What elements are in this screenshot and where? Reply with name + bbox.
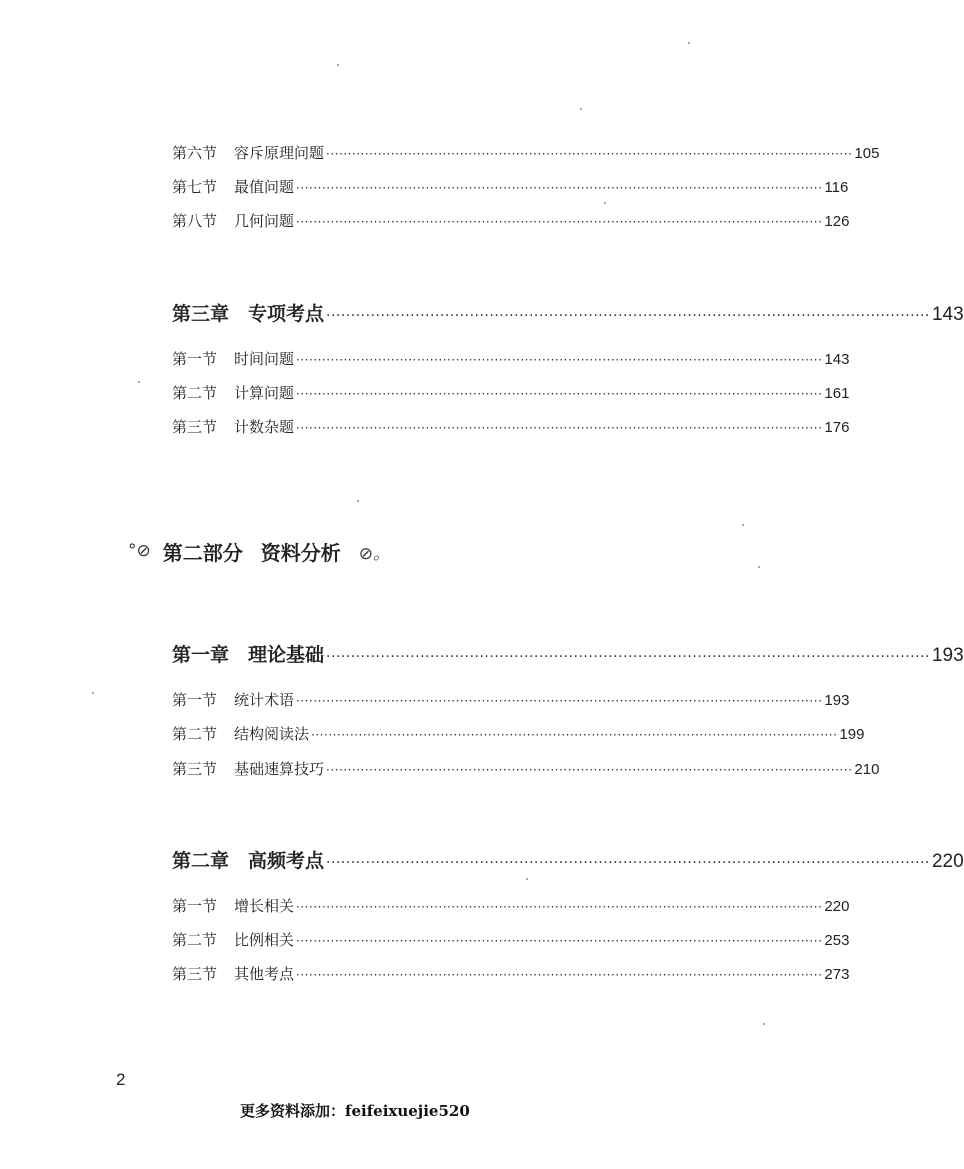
dot-leader: ·························································································································· xyxy=(296,353,823,367)
section-number: 第二节 xyxy=(172,384,218,402)
scan-speck xyxy=(688,42,690,44)
dot-leader: ·························································································································· xyxy=(296,215,823,229)
dot-leader: ·························································································································· xyxy=(296,387,823,401)
section-title: 容斥原理问题 xyxy=(234,144,325,162)
part-number: 第二部分 xyxy=(162,540,243,565)
section-number: 第六节 xyxy=(172,144,218,162)
section-title: 最值问题 xyxy=(234,178,295,196)
section-number: 第八节 xyxy=(172,212,218,230)
scan-speck xyxy=(758,566,760,568)
section-page-number: 126 xyxy=(824,213,850,230)
toc-entry-section[interactable] xyxy=(172,210,850,230)
scan-speck xyxy=(138,381,140,383)
section-page-number: 253 xyxy=(824,932,850,949)
toc-entry-section[interactable] xyxy=(172,758,880,778)
section-number: 第三节 xyxy=(172,965,218,983)
section-title: 时间问题 xyxy=(234,350,295,368)
section-page-number: 210 xyxy=(854,761,880,778)
toc-entry-section[interactable] xyxy=(172,382,850,402)
chapter-number: 第一章 xyxy=(172,644,230,666)
dot-leader: ·························································································································· xyxy=(296,421,823,435)
dot-leader: ·························································································································· xyxy=(326,147,853,161)
section-page-number: 273 xyxy=(824,966,850,983)
chapter-page-number: 193 xyxy=(931,645,964,666)
toc-entry-chapter[interactable] xyxy=(172,299,964,325)
toc-entry-chapter[interactable] xyxy=(172,640,964,666)
dot-leader: ·························································································································· xyxy=(296,181,823,195)
dot-leader: ·························································································································· xyxy=(311,728,838,742)
decorative-mark-right: ⊘。 xyxy=(358,543,390,564)
scan-speck xyxy=(526,878,528,880)
chapter-title: 高频考点 xyxy=(248,850,325,872)
section-number: 第二节 xyxy=(172,725,218,743)
part-heading xyxy=(128,536,390,566)
chapter-number: 第二章 xyxy=(172,850,230,872)
scan-speck xyxy=(92,692,94,694)
section-title: 计数杂题 xyxy=(234,418,295,436)
toc-entry-section[interactable] xyxy=(172,895,850,915)
scan-speck xyxy=(604,202,606,204)
section-number: 第一节 xyxy=(172,897,218,915)
dot-leader: ·························································································································· xyxy=(326,308,930,324)
footer-note: 更多资料添加：feifeixuejie520 xyxy=(240,1102,470,1120)
section-number: 第三节 xyxy=(172,760,218,778)
chapter-title: 理论基础 xyxy=(248,644,325,666)
toc-entry-section[interactable] xyxy=(172,689,850,709)
decorative-mark-left: °⊘ xyxy=(128,541,151,561)
section-title: 增长相关 xyxy=(234,897,295,915)
dot-leader: ·························································································································· xyxy=(296,934,823,948)
scan-speck xyxy=(580,108,582,110)
section-title: 统计术语 xyxy=(234,691,295,709)
chapter-page-number: 220 xyxy=(931,851,964,872)
dot-leader: ·························································································································· xyxy=(296,694,823,708)
scan-speck xyxy=(742,524,744,526)
section-title: 结构阅读法 xyxy=(234,725,310,743)
section-number: 第一节 xyxy=(172,691,218,709)
chapter-page-number: 143 xyxy=(931,304,964,325)
section-title: 其他考点 xyxy=(234,965,295,983)
section-title: 计算问题 xyxy=(234,384,295,402)
section-title: 几何问题 xyxy=(234,212,295,230)
section-title: 基础速算技巧 xyxy=(234,760,325,778)
chapter-number: 第三章 xyxy=(172,303,230,325)
section-number: 第三节 xyxy=(172,418,218,436)
toc-entry-section[interactable] xyxy=(172,723,865,743)
scan-speck xyxy=(763,1023,765,1025)
chapter-title: 专项考点 xyxy=(248,303,325,325)
section-number: 第七节 xyxy=(172,178,218,196)
toc-entry-section[interactable] xyxy=(172,416,850,436)
section-page-number: 116 xyxy=(824,179,849,196)
section-number: 第二节 xyxy=(172,931,218,949)
part-title: 资料分析 xyxy=(260,540,341,565)
dot-leader: ·························································································································· xyxy=(296,968,823,982)
toc-entry-section[interactable] xyxy=(172,142,880,162)
section-page-number: 193 xyxy=(824,692,850,709)
dot-leader: ·························································································································· xyxy=(326,649,930,665)
scan-speck xyxy=(357,500,359,502)
section-page-number: 105 xyxy=(854,145,880,162)
scan-speck xyxy=(337,64,339,66)
toc-entry-section[interactable] xyxy=(172,963,850,983)
page-number: 2 xyxy=(116,1070,126,1089)
toc-entry-section[interactable] xyxy=(172,176,849,196)
section-page-number: 161 xyxy=(824,385,850,402)
dot-leader: ·························································································································· xyxy=(296,900,823,914)
section-page-number: 220 xyxy=(824,898,850,915)
section-page-number: 143 xyxy=(824,351,850,368)
section-page-number: 176 xyxy=(824,419,850,436)
toc-entry-section[interactable] xyxy=(172,348,850,368)
section-page-number: 199 xyxy=(839,726,865,743)
dot-leader: ·························································································································· xyxy=(326,855,930,871)
dot-leader: ·························································································································· xyxy=(326,763,853,777)
section-title: 比例相关 xyxy=(234,931,295,949)
toc-entry-chapter[interactable] xyxy=(172,846,964,872)
toc-entry-section[interactable] xyxy=(172,929,850,949)
section-number: 第一节 xyxy=(172,350,218,368)
